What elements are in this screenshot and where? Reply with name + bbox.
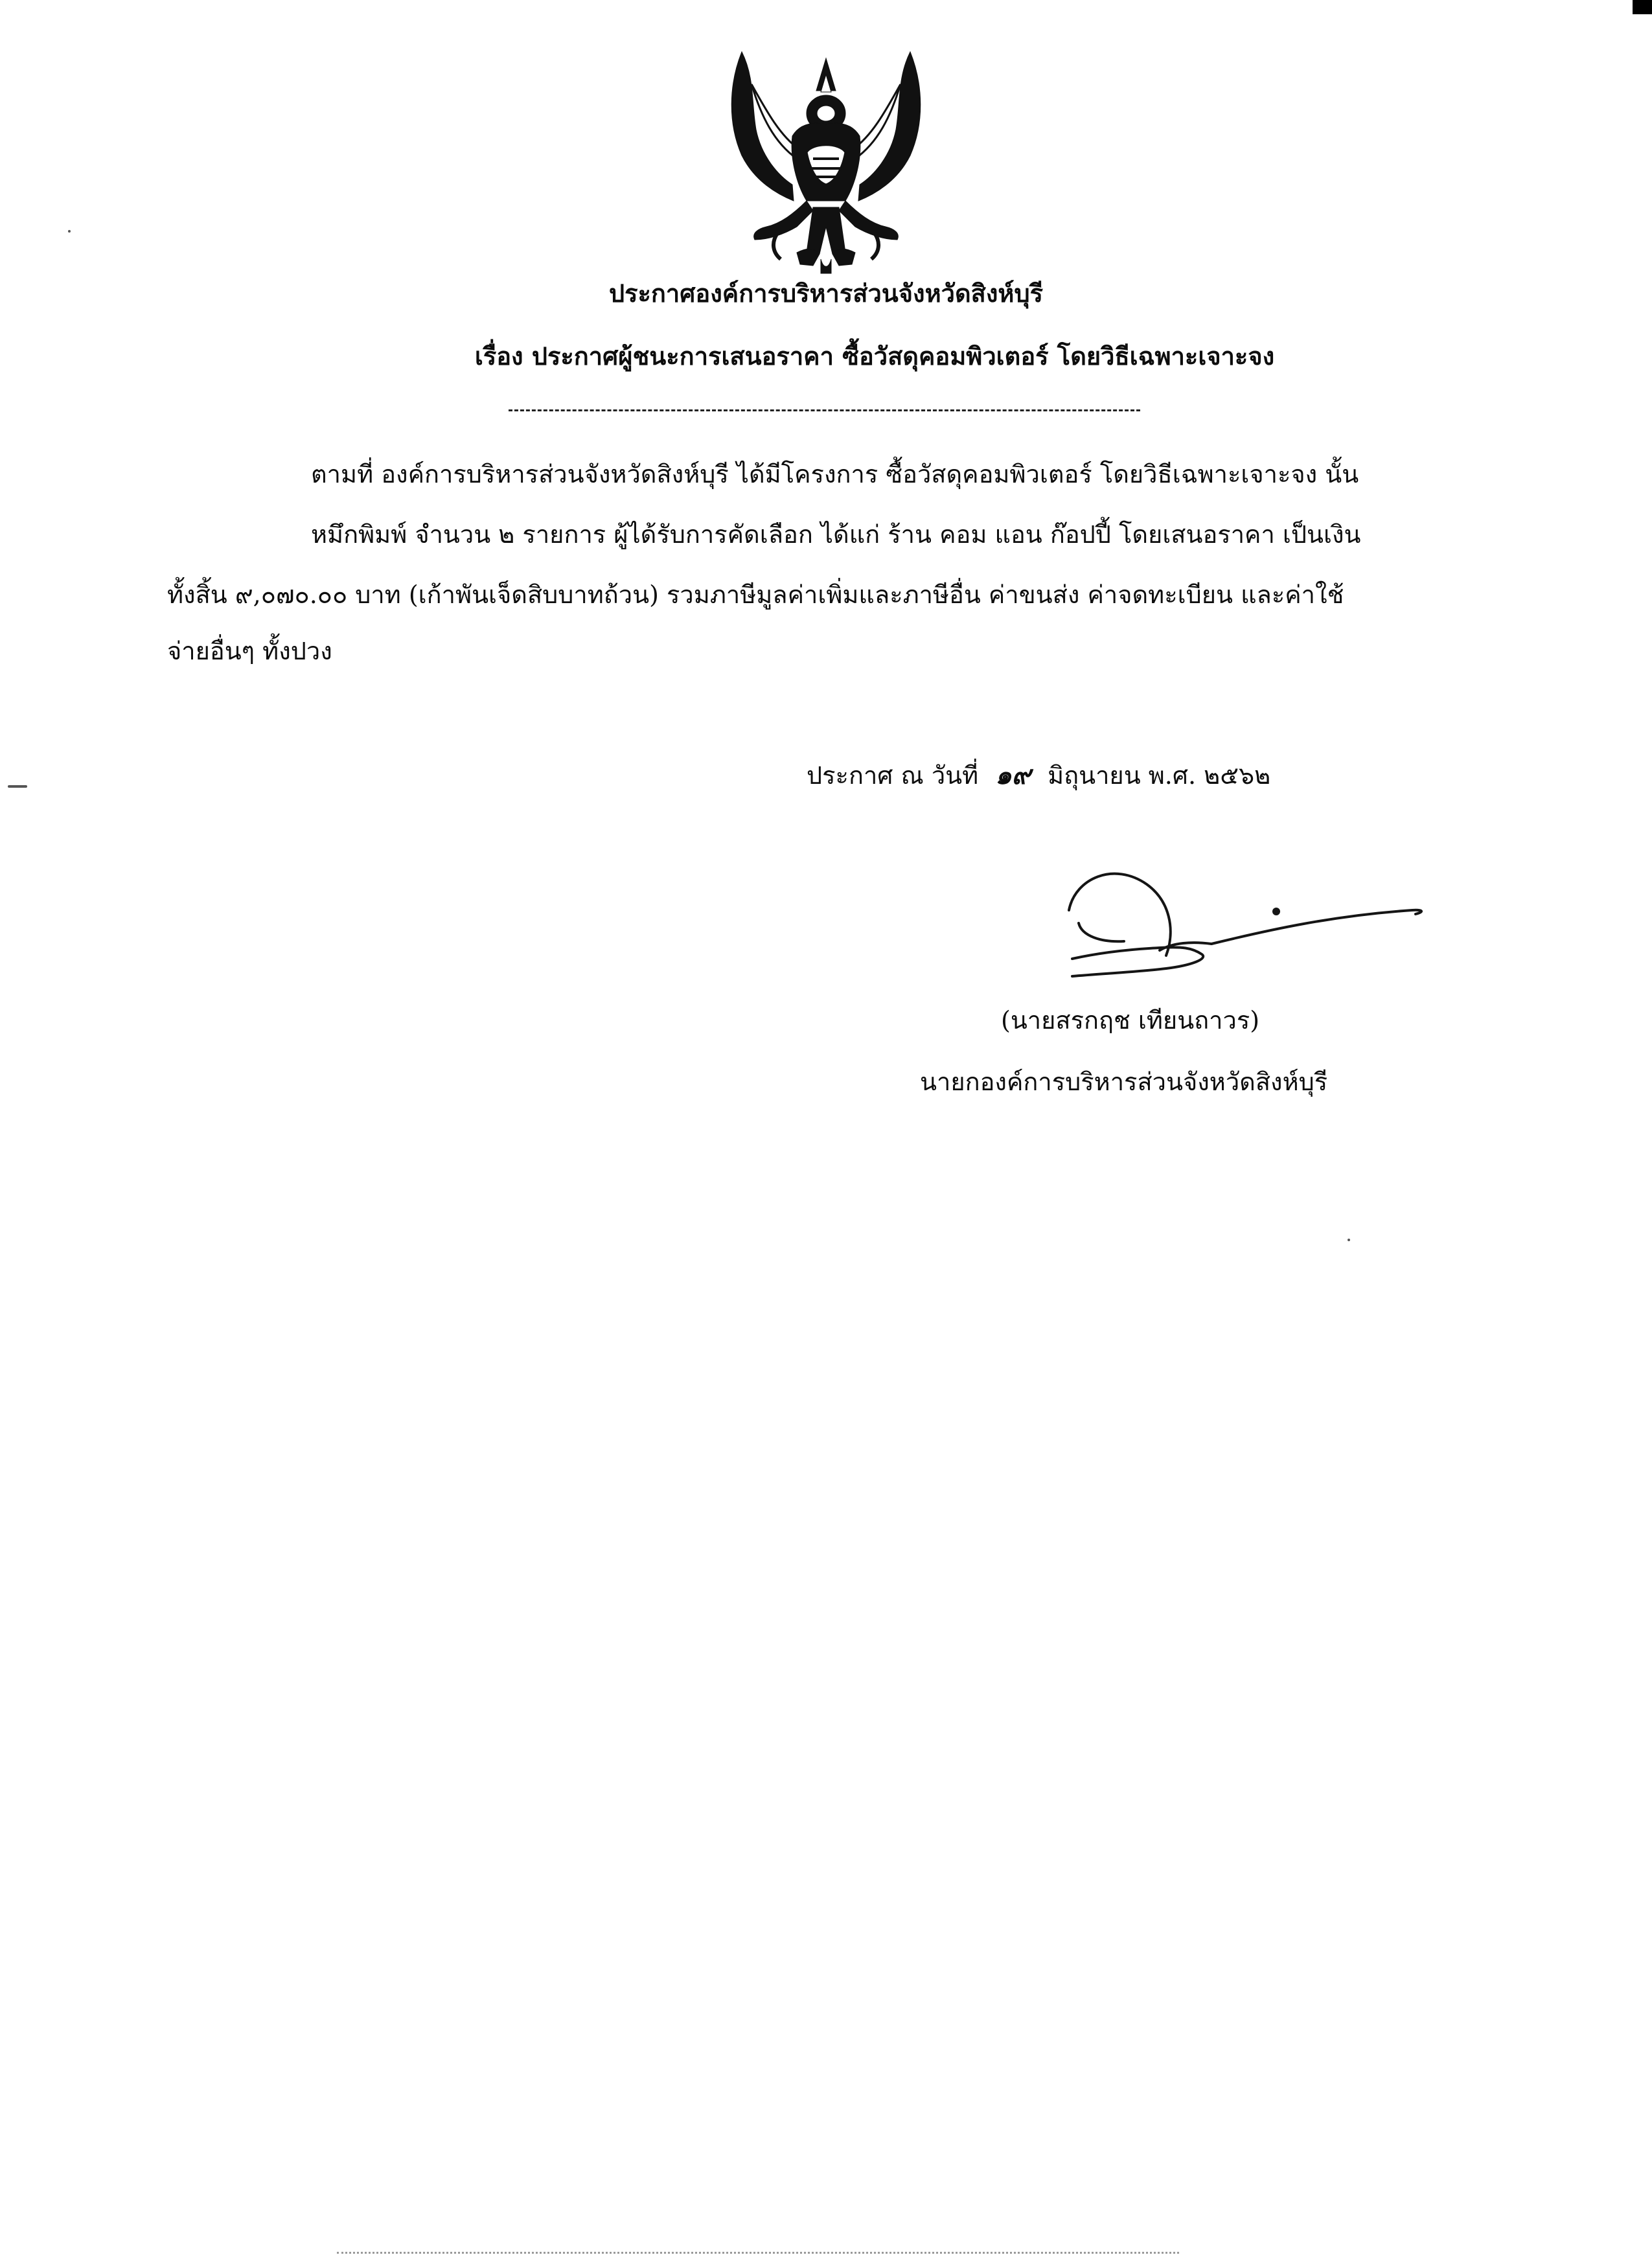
- bleed-through-text: [337, 2252, 1179, 2254]
- body-line: หมึกพิมพ์ จำนวน ๒ รายการ ผู้ได้รับการคัดเลือก ได้แก่ ร้าน คอม แอน ก๊อปปี้ โดยเสนอราคา เป็นเงิน: [311, 520, 1361, 549]
- signer-name: (นายสรกฤช เทียนถาวร): [1001, 1006, 1260, 1035]
- date-prefix: ประกาศ ณ วันที่: [807, 761, 979, 790]
- garuda-emblem-icon: [716, 45, 936, 275]
- scan-speck: [1348, 1239, 1350, 1241]
- dashed-separator: [509, 409, 1140, 411]
- date-month-year: มิถุนายน พ.ศ. ๒๕๖๒: [1048, 761, 1271, 790]
- announcement-title: ประกาศองค์การบริหารส่วนจังหวัดสิงห์บุรี: [608, 279, 1043, 308]
- announcement-date: [807, 759, 1270, 792]
- scan-corner-mark: [1633, 0, 1652, 14]
- signer-position: นายกองค์การบริหารส่วนจังหวัดสิงห์บุรี: [920, 1068, 1328, 1096]
- announcement-subject: เรื่อง ประกาศผู้ชนะการเสนอราคา ซื้อวัสดุคอมพิวเตอร์ โดยวิธีเฉพาะเจาะจง: [474, 341, 1275, 371]
- scan-speck: [8, 785, 27, 788]
- scan-speck: [68, 230, 71, 233]
- handwritten-day: ๑๙: [995, 761, 1031, 790]
- body-line: จ่ายอื่นๆ ทั้งปวง: [167, 637, 332, 665]
- body-line: ทั้งสิ้น ๙,๐๗๐.๐๐ บาท (เก้าพันเจ็ดสิบบาทถ้วน) รวมภาษีมูลค่าเพิ่มและภาษีอื่น ค่าขนส่ง ค่าจดทะเบียน และค่าใช้: [167, 580, 1344, 609]
- handwritten-signature: [1062, 865, 1438, 981]
- body-line: ตามที่ องค์การบริหารส่วนจังหวัดสิงห์บุรี ได้มีโครงการ ซื้อวัสดุคอมพิวเตอร์ โดยวิธีเฉพาะเจาะจง นั้น: [311, 460, 1359, 488]
